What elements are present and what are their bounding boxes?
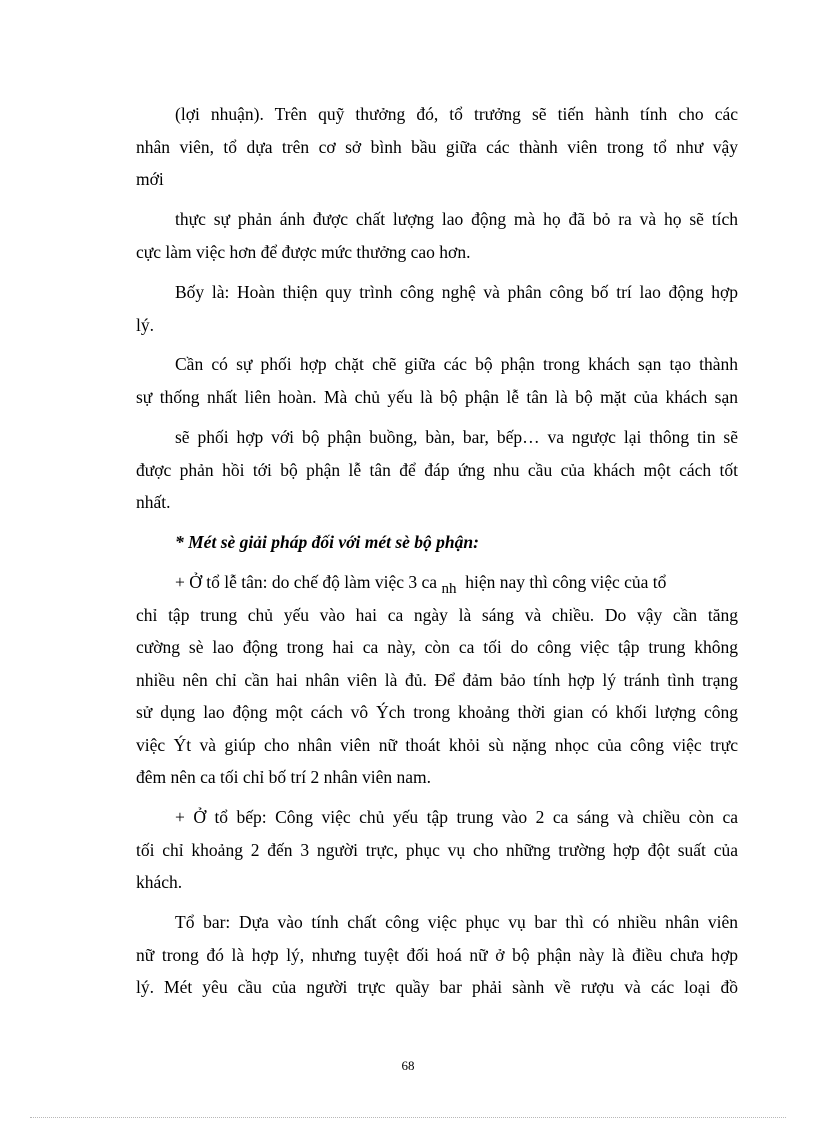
text-line: chỉ tập trung chủ yếu vào hai ca ngày là sáng và chiều. Do vậy cần tăng xyxy=(136,605,738,625)
text-line: việc Ýt và giúp cho nhân viên nữ thoát khỏi sù nặng nhọc của công việc trực xyxy=(136,735,738,755)
text-line: cường sè lao động trong hai ca này, còn ca tối do công việc tập trung không xyxy=(136,637,738,657)
text-line: cực làm việc hơn để được mức thưởng cao hơn. xyxy=(136,242,471,262)
text-fragment: + Ở tổ lễ tân: do chế độ làm việc 3 ca xyxy=(175,572,438,592)
text-fragment: hiện nay thì công việc của tổ xyxy=(465,572,667,592)
text-line: nhất. xyxy=(136,492,171,512)
text-line: (lợi nhuận). Trên quỹ thưởng đó, tổ trưởng sẽ tiến hành tính cho các xyxy=(175,104,738,124)
page-bottom-divider xyxy=(30,1117,786,1118)
text-line: Bốy là: Hoàn thiện quy trình công nghệ và phân công bố trí lao động hợp xyxy=(175,282,738,302)
text-line: khách. xyxy=(136,872,183,892)
text-line: nhân viên, tổ dựa trên cơ sở bình bầu giữa các thành viên trong tổ như vậy xyxy=(136,137,738,157)
text-line: được phản hồi tới bộ phận lễ tân để đáp ứng nhu cầu của khách một cách tốt xyxy=(136,460,738,480)
text-line: mới xyxy=(136,169,164,189)
subscript-fragment: nh xyxy=(441,581,457,597)
text-line: sự thống nhất liên hoàn. Mà chủ yếu là bộ phận lễ tân là bộ mặt của khách sạn xyxy=(136,387,738,407)
page-number: 68 xyxy=(401,1058,415,1073)
text-line: lý. xyxy=(136,315,154,335)
text-line: Cần có sự phối hợp chặt chẽ giữa các bộ phận trong khách sạn tạo thành xyxy=(175,354,738,374)
text-line: sẽ phối hợp với bộ phận buồng, bàn, bar, bếp… va ngược lại thông tin sẽ xyxy=(175,427,738,447)
text-line: nữ trong đó là hợp lý, nhưng tuyệt đối hoá nữ ở bộ phận này là điều chưa hợp xyxy=(136,945,738,965)
text-line: Tổ bar: Dựa vào tính chất công việc phục vụ bar thì có nhiều nhân viên xyxy=(175,912,738,932)
text-line xyxy=(175,570,738,596)
text-line: sử dụng lao động một cách vô Ých trong khoảng thời gian có khối lượng công xyxy=(136,702,738,722)
text-line: lý. Mét yêu cầu của người trực quầy bar phải sành về rượu và các loại đồ xyxy=(136,977,738,997)
text-line: đêm nên ca tối chỉ bố trí 2 nhân viên nam. xyxy=(136,767,431,787)
text-line: tối chỉ khoảng 2 đến 3 người trực, phục vụ cho những trường hợp đột suất của xyxy=(136,840,738,860)
section-heading: * Mét sè giải pháp đối với mét sè bộ phận: xyxy=(175,532,479,552)
text-line: + Ở tổ bếp: Công việc chủ yếu tập trung vào 2 ca sáng và chiều còn ca xyxy=(175,807,738,827)
text-line: thực sự phản ánh được chất lượng lao động mà họ đã bỏ ra và họ sẽ tích xyxy=(175,209,738,229)
text-line: nhiều nên chỉ cần hai nhân viên là đủ. Để đảm bảo tính hợp lý tránh tình trạng xyxy=(136,670,738,690)
